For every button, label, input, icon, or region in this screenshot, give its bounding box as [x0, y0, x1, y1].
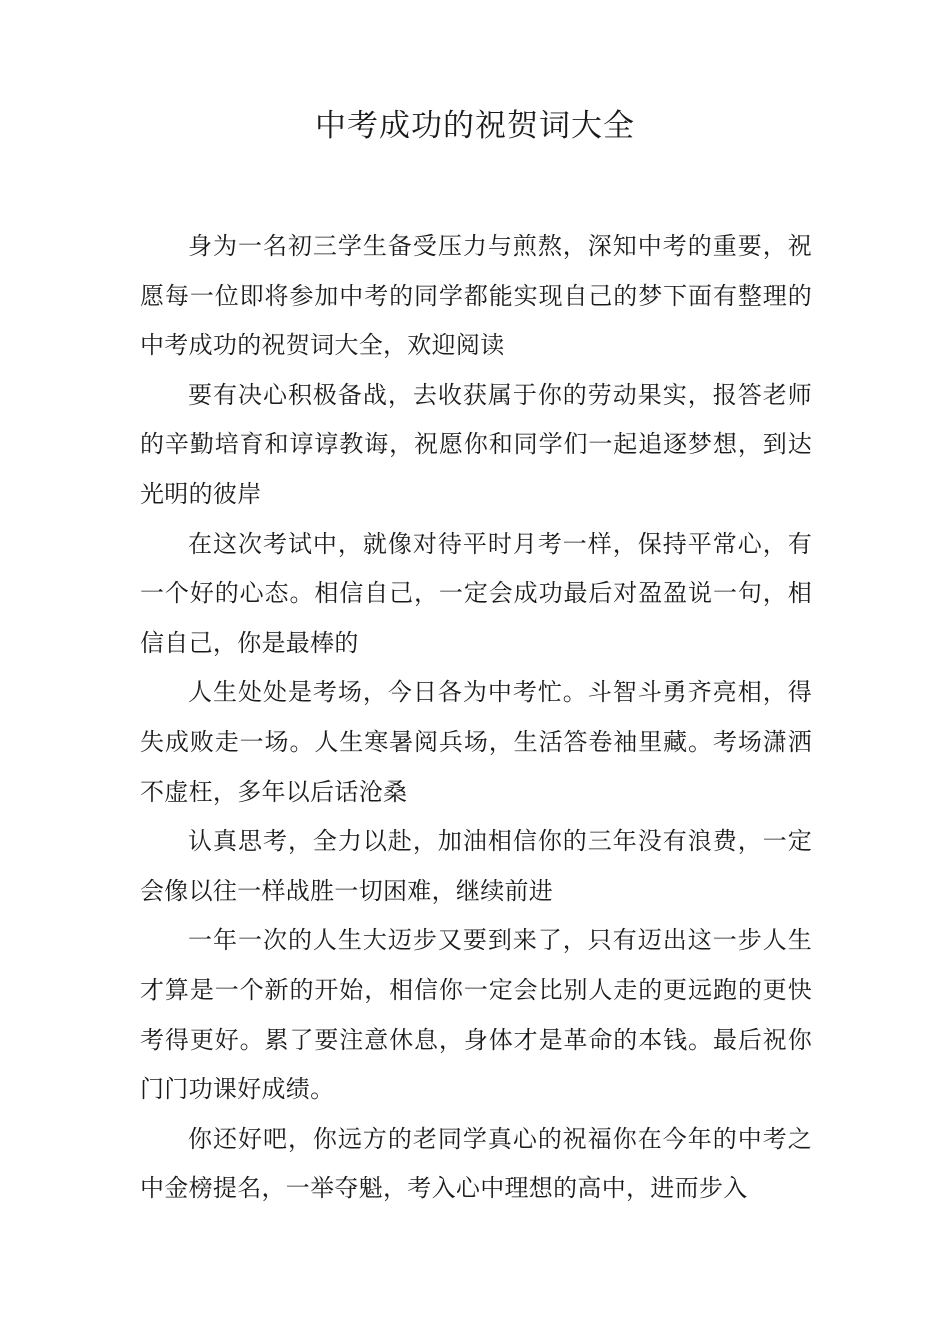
paragraph: 在这次考试中，就像对待平时月考一样，保持平常心，有一个好的心态。相信自己，一定会成功最后对盈盈说一句，相信自己，你是最棒的 [140, 529, 812, 657]
paragraph: 你还好吧，你远方的老同学真心的祝福你在今年的中考之中金榜提名，一举夺魁，考入心中理想的高中，进而步入 [140, 1124, 812, 1203]
paragraph: 认真思考，全力以赴，加油相信你的三年没有浪费，一定会像以往一样战胜一切困难，继续前进 [140, 827, 812, 905]
paragraph: 身为一名初三学生备受压力与煎熬，深知中考的重要，祝愿每一位即将参加中考的同学都能实现自己的梦下面有整理的中考成功的祝贺词大全，欢迎阅读 [140, 232, 812, 360]
document-body [140, 222, 812, 1214]
document-title: 中考成功的祝贺词大全 [315, 108, 635, 144]
paragraph: 要有决心积极备战，去收获属于你的劳动果实，报答老师的辛勤培育和谆谆教诲，祝愿你和同学们一起追逐梦想，到达光明的彼岸 [140, 380, 812, 508]
paragraph: 人生处处是考场，今日各为中考忙。斗智斗勇齐亮相，得失成败走一场。人生寒暑阅兵场，生活答卷袖里藏。考场潇洒不虚枉，多年以后话沧桑 [140, 678, 812, 806]
paragraph: 一年一次的人生大迈步又要到来了，只有迈出这一步人生才算是一个新的开始，相信你一定会比别人走的更远跑的更快考得更好。累了要注意休息，身体才是革命的本钱。最后祝你门门功课好成绩。 [140, 926, 812, 1104]
